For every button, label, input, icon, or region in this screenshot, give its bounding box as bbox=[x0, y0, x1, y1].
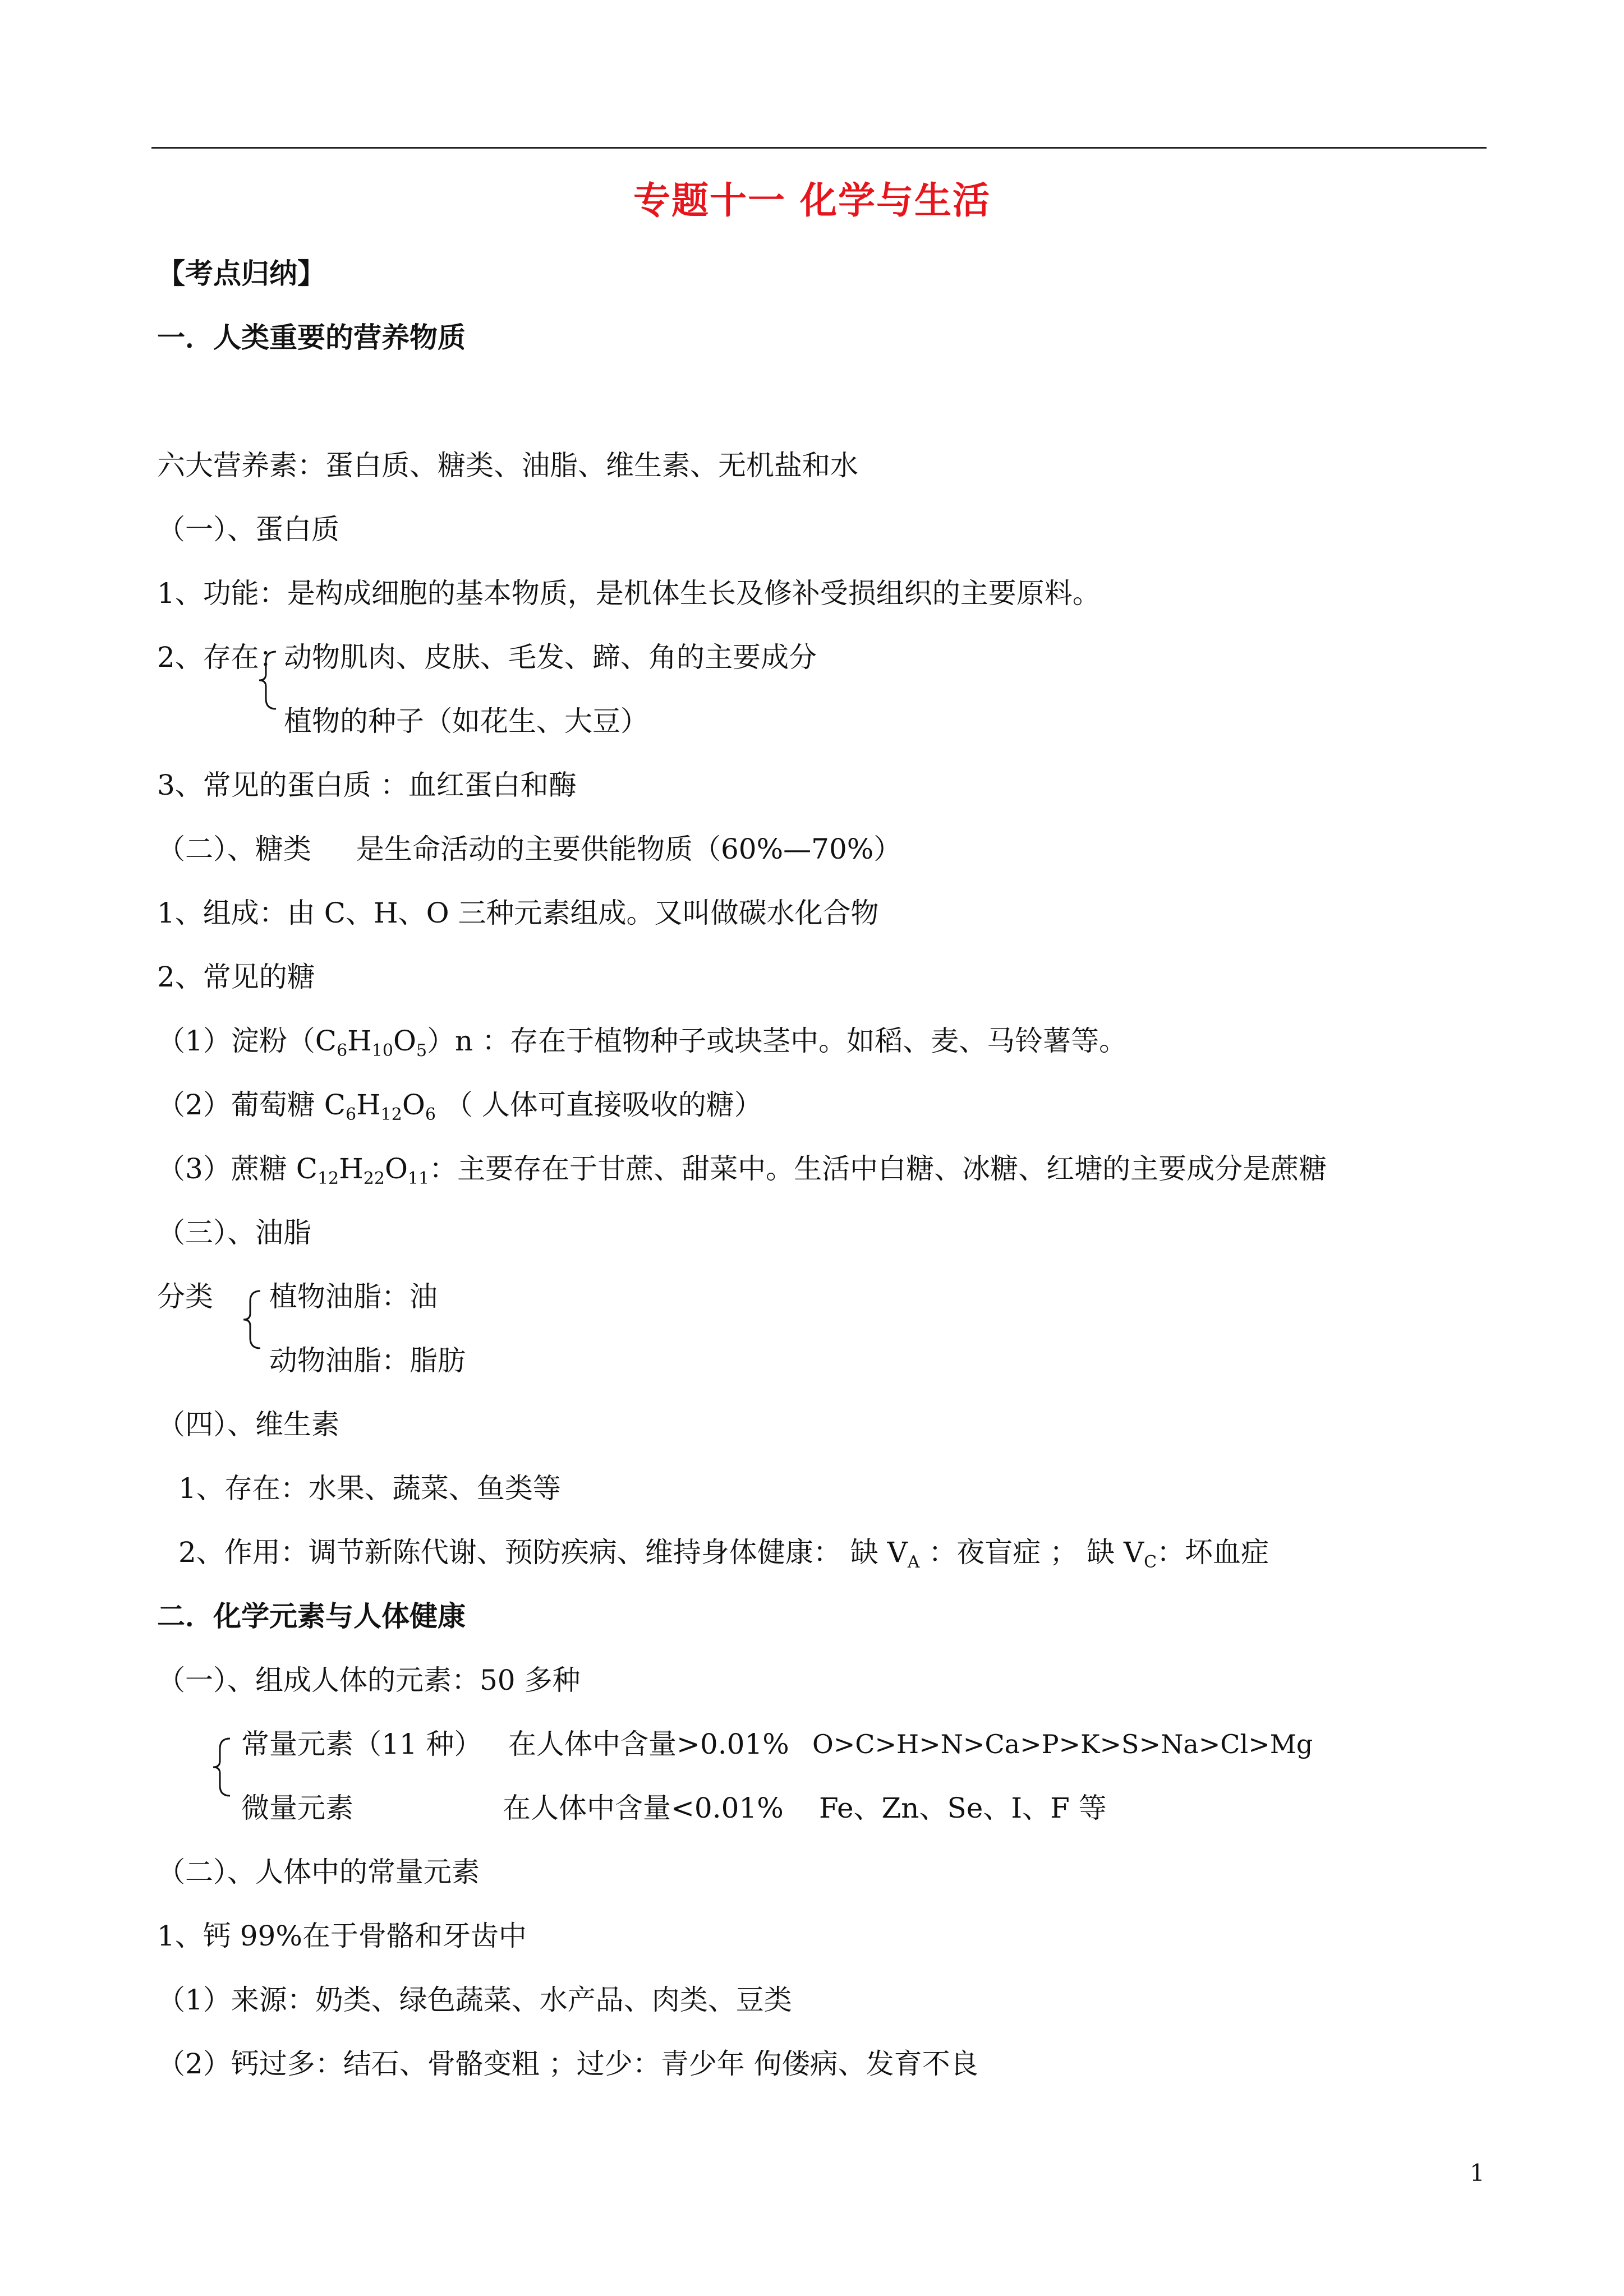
section-2-heading: 二．化学元素与人体健康 bbox=[157, 1600, 466, 1633]
trace-element-name: 微量元素 bbox=[241, 1792, 353, 1824]
six-nutrients: 六大营养素：蛋白质、糖类、油脂、维生素、无机盐和水 bbox=[157, 449, 858, 482]
sugar-common: 2、常见的糖 bbox=[157, 961, 315, 993]
macro-elements-heading: （二）、人体中的常量元素 bbox=[157, 1856, 480, 1888]
fat-heading: （三）、油脂 bbox=[157, 1216, 311, 1249]
protein-exist-animal: 动物肌肉、皮肤、毛发、蹄、角的主要成分 bbox=[284, 641, 817, 674]
sucrose-line: （3）蔗糖 $C_{12}H_{22}O_{11}$：主要存在于甘蔗、甜菜中。生活中白糖、冰糖、红塘的主要成分是蔗糖 bbox=[157, 1152, 1327, 1188]
header-rule bbox=[151, 147, 1487, 149]
fat-class-animal: 动物油脂：脂肪 bbox=[269, 1344, 466, 1377]
page-title: 专题十一 化学与生活 bbox=[633, 179, 991, 222]
vitamin-role: 2、作用：调节新陈代谢、预防疾病、维持身体健康： 缺 $V_A$ ：夜盲症 ； 缺 $V_C$：坏血症 bbox=[178, 1536, 1269, 1572]
vitamin-heading: （四）、维生素 bbox=[157, 1408, 339, 1441]
fat-class-plant: 植物油脂：油 bbox=[269, 1280, 438, 1313]
sugar-heading: （二）、糖类 bbox=[157, 833, 311, 865]
protein-common: 3、常见的蛋白质 ：血红蛋白和酶 bbox=[157, 769, 577, 801]
brace-elements bbox=[210, 1736, 233, 1798]
protein-heading: （一）、蛋白质 bbox=[157, 513, 339, 546]
sugar-heading-line bbox=[157, 832, 901, 866]
section-1-heading: 一．人类重要的营养物质 bbox=[157, 321, 466, 354]
page-number: 1 bbox=[1470, 2159, 1485, 2187]
calcium-source: （1）来源：奶类、绿色蔬菜、水产品、肉类、豆类 bbox=[157, 1984, 792, 2016]
glucose-line: （2）葡萄糖 $C_6H_{12}O_6$ （ 人体可直接吸收的糖） bbox=[157, 1089, 762, 1124]
protein-exist-plant: 植物的种子（如花生、大豆） bbox=[284, 705, 648, 737]
macro-element-amount: 在人体中含量>0.01% bbox=[508, 1728, 789, 1760]
brace-fat bbox=[240, 1289, 264, 1350]
body-elements: （一）、组成人体的元素：50 多种 bbox=[157, 1664, 581, 1696]
starch-line: （1）淀粉$(C_6H_{10}O_5)n$ ：存在于植物种子或块茎中。如稻、麦、马铃薯等。 bbox=[157, 1025, 1128, 1061]
summary-heading: 【考点归纳】 bbox=[157, 257, 325, 290]
macro-element-list: O>C>H>N>Ca>P>K>S>Na>Cl>Mg bbox=[812, 1729, 1313, 1759]
sugar-composition: 1、组成：由 C、H、O 三种元素组成。又叫做碳水化合物 bbox=[157, 897, 879, 929]
sugar-heading-note: 是生命活动的主要供能物质（60%—70%） bbox=[356, 833, 902, 865]
brace-protein bbox=[256, 649, 279, 711]
trace-element-list: Fe、Zn、Se、I、F 等 bbox=[819, 1792, 1107, 1824]
fat-class-label: 分类 bbox=[157, 1280, 213, 1313]
macro-element-name: 常量元素（11 种） bbox=[241, 1728, 482, 1760]
calcium-line: 1、钙 99%在于骨骼和牙齿中 bbox=[157, 1920, 527, 1952]
calcium-effects: （2）钙过多：结石、骨骼变粗 ；过少：青少年 佝偻病、发育不良 bbox=[157, 2048, 978, 2080]
protein-function: 1、功能：是构成细胞的基本物质，是机体生长及修补受损组织的主要原料。 bbox=[157, 577, 1101, 610]
vitamin-exist: 1、存在：水果、蔬菜、鱼类等 bbox=[178, 1472, 561, 1505]
trace-element-amount: 在人体中含量<0.01% bbox=[503, 1792, 784, 1824]
protein-exist-label: 2、存在： bbox=[157, 641, 287, 674]
